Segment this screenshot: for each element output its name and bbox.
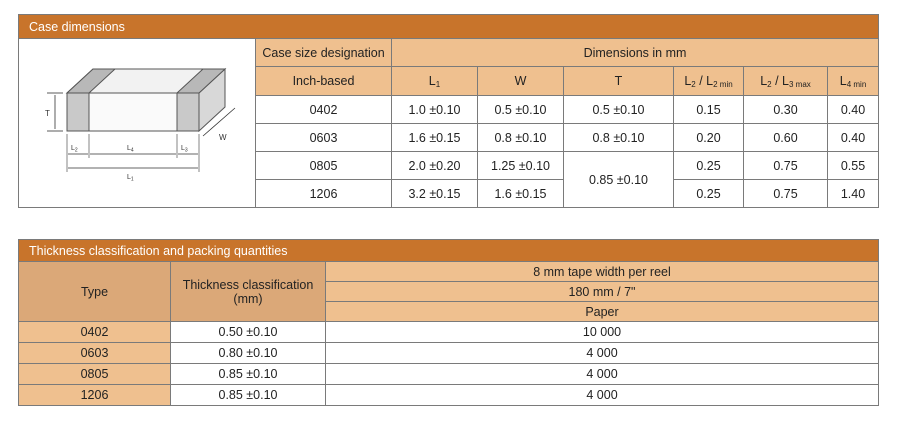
w-cell: 0.8 ±0.10 — [478, 124, 564, 152]
case-size-designation-header: Case size designation — [256, 39, 392, 67]
thickness-cell: 0.50 ±0.10 — [171, 322, 326, 343]
w-header: W — [478, 67, 564, 96]
size-cell: 1206 — [256, 180, 392, 208]
t-label: T — [45, 108, 50, 118]
l4min-cell: 0.40 — [828, 124, 879, 152]
material-header: Paper — [326, 302, 879, 322]
l2min-cell: 0.25 — [674, 152, 744, 180]
l2-label: $L_2$ — [71, 144, 78, 153]
l1-label: $L_1$ — [127, 173, 134, 182]
type-cell: 0402 — [19, 322, 171, 343]
l1-cell: 3.2 ±0.15 — [392, 180, 478, 208]
table-row — [19, 385, 879, 406]
chip-outline-icon — [27, 52, 247, 192]
table-row — [19, 322, 879, 343]
t-header: T — [564, 67, 674, 96]
size-cell: 0402 — [256, 96, 392, 124]
table-row — [19, 364, 879, 385]
l3max-cell: 0.30 — [744, 96, 828, 124]
l4min-cell: 1.40 — [828, 180, 879, 208]
w-cell: 1.6 ±0.15 — [478, 180, 564, 208]
l1-cell: 2.0 ±0.20 — [392, 152, 478, 180]
l2-l3max-header: $L_2 / L_{3 max}$ — [744, 67, 828, 96]
l1-cell: 1.0 ±0.10 — [392, 96, 478, 124]
l1-header: $L_1$ — [392, 67, 478, 96]
thickness-header-line1: Thickness classification — [182, 277, 314, 292]
l3max-cell: 0.75 — [744, 152, 828, 180]
w-cell: 1.25 ±0.10 — [478, 152, 564, 180]
thickness-cell: 0.85 ±0.10 — [171, 385, 326, 406]
case-dimensions-title: Case dimensions — [19, 15, 879, 39]
size-cell: 0603 — [256, 124, 392, 152]
w-cell: 0.5 ±0.10 — [478, 96, 564, 124]
quantity-cell: 4 000 — [326, 385, 879, 406]
l2min-cell: 0.15 — [674, 96, 744, 124]
l3max-cell: 0.75 — [744, 180, 828, 208]
quantity-cell: 10 000 — [326, 322, 879, 343]
type-cell: 1206 — [19, 385, 171, 406]
l4min-header: $L_{4 min}$ — [828, 67, 879, 96]
reel-size-header: 180 mm / 7" — [326, 282, 879, 302]
thickness-header — [171, 262, 326, 322]
packing-quantities-table — [18, 239, 879, 406]
dimensions-in-mm-header: Dimensions in mm — [392, 39, 879, 67]
l2-l2min-header: $L_2 / L_{2 min}$ — [674, 67, 744, 96]
l1-cell: 1.6 ±0.15 — [392, 124, 478, 152]
thickness-cell: 0.80 ±0.10 — [171, 343, 326, 364]
inch-based-header: Inch-based — [256, 67, 392, 96]
l2min-cell: 0.20 — [674, 124, 744, 152]
l3-label: $L_3$ — [181, 144, 188, 153]
t-cell-merged: 0.85 ±0.10 — [564, 152, 674, 208]
packing-title: Thickness classification and packing quantities — [19, 240, 879, 262]
chip-diagram — [19, 39, 256, 208]
quantity-cell: 4 000 — [326, 343, 879, 364]
type-cell: 0805 — [19, 364, 171, 385]
l4-label: $L_4$ — [127, 144, 134, 153]
type-cell: 0603 — [19, 343, 171, 364]
l4min-cell: 0.40 — [828, 96, 879, 124]
t-cell: 0.8 ±0.10 — [564, 124, 674, 152]
quantity-cell: 4 000 — [326, 364, 879, 385]
tape-width-header: 8 mm tape width per reel — [326, 262, 879, 282]
thickness-header-line2: (mm) — [233, 291, 263, 306]
thickness-cell: 0.85 ±0.10 — [171, 364, 326, 385]
t-cell: 0.5 ±0.10 — [564, 96, 674, 124]
l4min-cell: 0.55 — [828, 152, 879, 180]
w-label: W — [219, 132, 227, 142]
size-cell: 0805 — [256, 152, 392, 180]
case-dimensions-table — [18, 14, 879, 208]
l2min-cell: 0.25 — [674, 180, 744, 208]
type-header: Type — [19, 262, 171, 322]
table-row — [19, 343, 879, 364]
l3max-cell: 0.60 — [744, 124, 828, 152]
